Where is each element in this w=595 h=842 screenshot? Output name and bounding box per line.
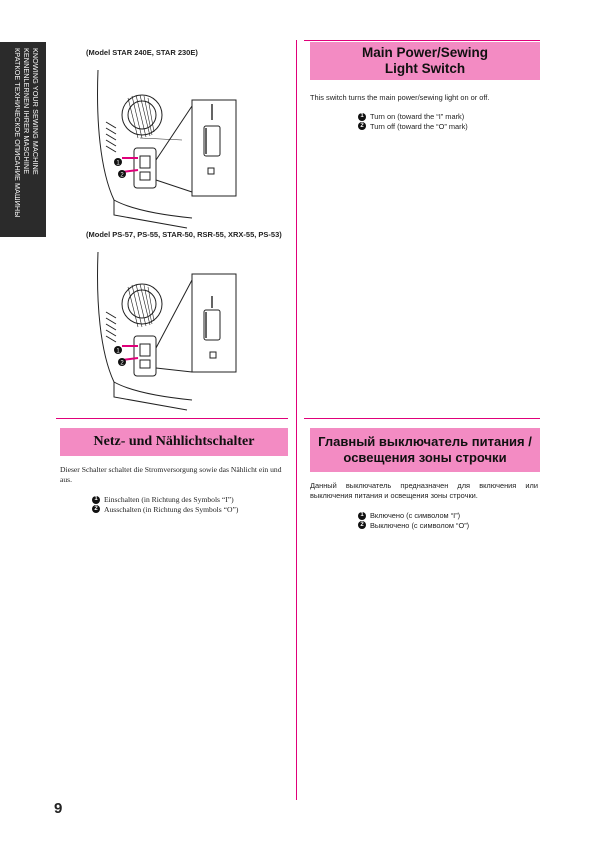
russian-heading [310,428,540,472]
english-step-1-text: Turn on (toward the “I” mark) [370,112,465,121]
model-label-top: (Model STAR 240E, STAR 230E) [86,48,198,57]
german-description: Dieser Schalter schaltet die Stromversorgung sowie das Nählicht ein und aus. [60,465,282,484]
english-step-2 [358,122,468,132]
callout-1-top: 1 [116,160,120,167]
side-tab-line-en: KNOWING YOUR SEWING MACHINE [31,48,41,175]
step-number-icon: 2 [358,122,366,130]
step-number-icon: 1 [92,496,100,504]
russian-description: Данный выключатель предназначен для включения или выключения питания и освещения зоны строчки. [310,481,538,500]
callout-1-bottom: 1 [116,348,120,355]
english-step-2-text: Turn off (toward the “O” mark) [370,121,468,131]
step-number-icon: 2 [92,505,100,513]
left-divider [56,418,288,419]
russian-step-2-text: Выключено (с символом “O”) [370,520,470,530]
english-heading [310,42,540,80]
switch-illustration-bottom [92,242,292,412]
side-tab-line-de: KENNENLERNEN IHRER MASCHINE [22,48,32,175]
english-description: This switch turns the main power/sewing light on or off. [310,93,490,102]
german-step-2-text: Ausschalten (in Richtung des Symbols “O”) [104,504,239,514]
english-step-1 [358,112,468,122]
russian-heading-line1: Главный выключатель питания / [318,434,532,449]
russian-step-1-text: Включено (с символом “I”) [370,511,461,520]
step-number-icon: 2 [358,521,366,529]
step-number-icon: 1 [358,113,366,121]
russian-steps [358,511,469,530]
german-steps [92,495,238,514]
vertical-divider [296,40,297,800]
switch-illustration-top [92,60,292,230]
callout-2-bottom: 2 [120,360,124,367]
russian-step-1 [358,511,469,521]
german-heading: Netz- und Nählichtschalter [60,428,288,456]
german-step-1-text: Einschalten (in Richtung des Symbols “I”) [104,495,234,504]
page-number: 9 [54,800,63,817]
russian-step-2 [358,521,469,531]
german-step-1 [92,495,238,505]
top-right-divider [304,40,540,41]
english-heading-line1: Main Power/Sewing [361,45,489,60]
right-divider [304,418,540,419]
german-step-2 [92,505,238,515]
model-label-bottom: (Model PS-57, PS-55, STAR-50, RSR-55, XRX-55, PS-53) [86,230,282,239]
side-tab-text [4,42,50,237]
russian-heading-line2: освещения зоны строчки [343,450,507,465]
side-tab-line-ru: КРАТКОЕ ТЕХНИЧЕСКОЕ ОПИСАНИЕ МАШИНЫ [13,48,23,218]
step-number-icon: 1 [358,512,366,520]
english-heading-line2: Light Switch [384,61,466,76]
english-steps [358,112,468,131]
callout-2-top: 2 [120,172,124,179]
